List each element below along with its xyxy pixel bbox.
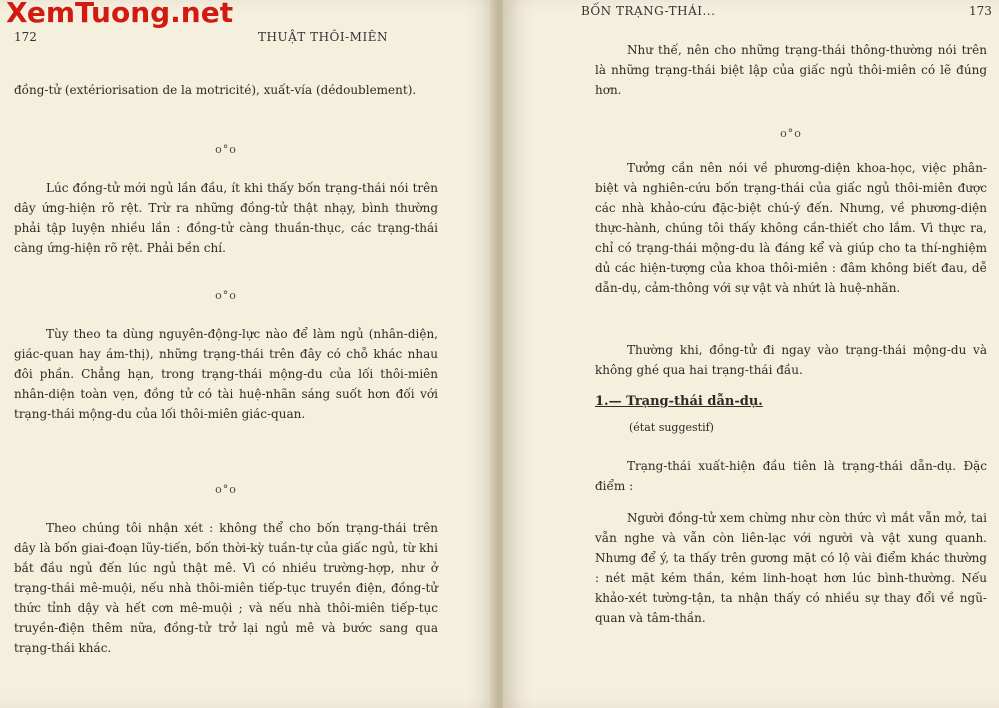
section-separator: o°o xyxy=(215,289,237,302)
paragraph: Theo chúng tôi nhận xét : không thể cho bốn trạng-thái trên dây là bốn giai-đoạn lũy-tiến, bốn thời-kỳ tuần-tự của giấc ngủ, từ khi bắt đầu ngủ đến lúc ngủ thật mê. Vì có nhiều trường-hợp, như ở trạng-thái mê-muội, nếu nhà thôi-miên tiếp-tục truyền điện, đồng-tử thức tỉnh dậy và hết cơn mê-muội ; và nếu nhà thôi-miên tiếp-tục truyền-điện thêm nữa, đồng-tử trở lại ngủ mê và bước sang qua trạng-thái khác. xyxy=(14,521,438,655)
running-header-right: BỐN TRẠNG-THÁI... xyxy=(581,4,716,18)
paragraph: Như thế, nên cho những trạng-thái thông-thường nói trên là những trạng-thái biệt lập của giấc ngủ thôi-miên có lẽ đúng hơn. xyxy=(595,43,987,97)
right-text-block xyxy=(595,40,987,100)
section-heading: 1.— Trạng-thái dẫn-dụ. xyxy=(595,394,763,409)
paragraph: Tùy theo ta dùng nguyên-động-lực nào để làm ngủ (nhân-diện, giác-quan hay ám-thị), những trạng-thái trên đây có chỗ khác nhau đôi phần. Chẳng hạn, trong trạng-thái mộng-du của lối thôi-miên nhân-diện toàn vẹn, đồng tử có tài huệ-nhãn sáng suốt hơn đối với trạng-thái mộng-du của lối thôi-miên giác-quan. xyxy=(14,327,438,421)
right-text-block xyxy=(595,508,987,628)
paragraph: Lúc đồng-tử mới ngủ lần đầu, ít khi thấy bốn trạng-thái nói trên dây ứng-hiện rõ rệt. Trừ ra những đồng-tử thật nhạy, bình thường phải tập luyện nhiều lần : đồng-tử càng thuần-thục, các trạng-thái càng ứng-hiện rõ rệt. Phải bền chí. xyxy=(14,181,438,255)
right-text-block xyxy=(595,456,987,496)
right-text-block xyxy=(595,158,987,298)
left-text-block xyxy=(14,80,438,100)
paragraph: đồng-tử (extériorisation de la motricité), xuất-vía (dédoublement). xyxy=(14,83,417,97)
section-separator: o°o xyxy=(780,127,802,140)
paragraph: Trạng-thái xuất-hiện đầu tiên là trạng-thái dẫn-dụ. Đặc điểm : xyxy=(595,459,987,493)
left-text-block xyxy=(14,178,438,258)
paragraph: Thường khi, đồng-tử đi ngay vào trạng-thái mộng-du và không ghé qua hai trạng-thái đầu. xyxy=(595,343,987,377)
paragraph: Tưởng cần nên nói về phương-diện khoa-học, việc phân-biệt và nghiên-cứu bốn trạng-thái của giấc ngủ thôi-miên được các nhà khảo-cứu đặc-biệt chú-ý đến. Nhưng, về phương-diện thực-hành, chúng tôi thấy không cần-thiết cho lắm. Vì thực ra, chỉ có trạng-thái mộng-du là đáng kể và giúp cho ta thí-nghiệm dủ các hiện-tượng của khoa thôi-miên : đâm không biết đau, dễ dẫn-dụ, cảm-thông với sự vật và nhứt là huệ-nhãn. xyxy=(595,161,987,295)
running-header-left: THUẬT THÔI-MIÊN xyxy=(258,30,388,44)
section-separator: o°o xyxy=(215,143,237,156)
page-number-left: 172 xyxy=(14,30,37,44)
right-text-block xyxy=(595,340,987,380)
paragraph: Người đồng-tử xem chừng như còn thức vì mắt vẫn mở, tai vẫn nghe và vẫn còn liên-lạc với người và vật xung quanh. Nhưng để ý, ta thấy trên gương mặt có lộ vài điểm khác thường : nét mặt kém thần, kém linh-hoạt hơn lúc bình-thường. Nếu khảo-xét tường-tận, ta nhận thấy có nhiều sự thay đổi về ngũ-quan và tâm-thần. xyxy=(595,511,987,625)
left-text-block xyxy=(14,518,438,658)
site-watermark: XemTuong.net xyxy=(6,0,234,29)
left-page xyxy=(0,0,497,708)
section-subheading: (état suggestif) xyxy=(629,421,714,434)
page-number-right: 173 xyxy=(969,4,992,18)
left-text-block xyxy=(14,324,438,424)
right-page xyxy=(503,0,999,708)
section-separator: o°o xyxy=(215,483,237,496)
